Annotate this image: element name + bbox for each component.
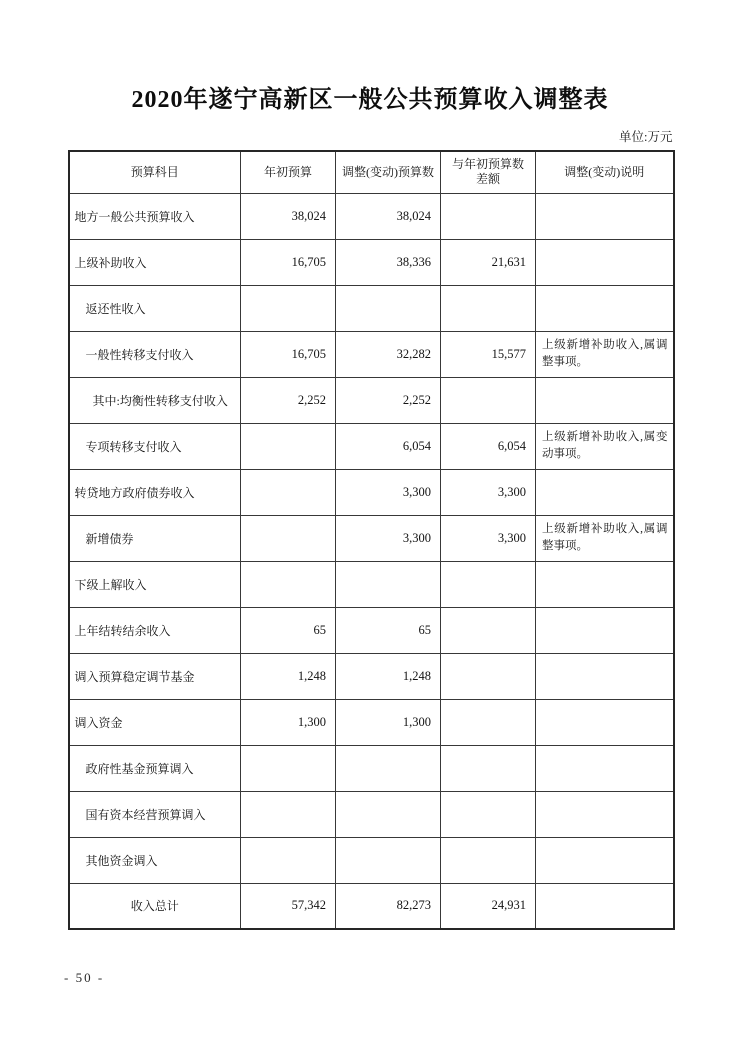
table-row <box>69 423 674 469</box>
table-row <box>69 837 674 883</box>
table-body <box>69 193 674 929</box>
table-header <box>69 151 674 193</box>
difference-value: 15,577 <box>441 331 536 377</box>
adjustment-note <box>536 883 674 929</box>
page-title: 2020年遂宁高新区一般公共预算收入调整表 <box>131 87 609 113</box>
adjustment-note <box>536 469 674 515</box>
table-row <box>69 699 674 745</box>
row-label: 专项转移支付收入 <box>69 423 241 469</box>
row-label: 上年结转结余收入 <box>69 607 241 653</box>
row-label: 一般性转移支付收入 <box>69 331 241 377</box>
difference-value: 24,931 <box>441 883 536 929</box>
adjusted-budget-value: 2,252 <box>336 377 441 423</box>
table-area <box>68 130 673 930</box>
initial-budget-value: 1,300 <box>241 699 336 745</box>
row-label: 返还性收入 <box>69 285 241 331</box>
col-header-difference <box>441 151 536 193</box>
adjusted-budget-value: 82,273 <box>336 883 441 929</box>
difference-value <box>441 285 536 331</box>
col-header-budget-subject: 预算科目 <box>69 151 241 193</box>
difference-value: 6,054 <box>441 423 536 469</box>
table-row <box>69 285 674 331</box>
col-header-initial-budget: 年初预算 <box>241 151 336 193</box>
table-row <box>69 745 674 791</box>
unit-note: 单位:万元 <box>619 130 673 144</box>
adjustment-note <box>536 837 674 883</box>
page-number: - 50 - <box>64 970 105 985</box>
row-label: 其他资金调入 <box>69 837 241 883</box>
difference-value: 3,300 <box>441 469 536 515</box>
adjusted-budget-value: 3,300 <box>336 469 441 515</box>
table-row <box>69 193 674 239</box>
difference-value <box>441 791 536 837</box>
row-label: 政府性基金预算调入 <box>69 745 241 791</box>
table-row <box>69 331 674 377</box>
adjusted-budget-value: 38,024 <box>336 193 441 239</box>
initial-budget-value <box>241 285 336 331</box>
row-label: 收入总计 <box>69 883 241 929</box>
adjustment-note <box>536 699 674 745</box>
adjusted-budget-value: 38,336 <box>336 239 441 285</box>
adjustment-note <box>536 193 674 239</box>
initial-budget-value <box>241 515 336 561</box>
adjustment-note <box>536 561 674 607</box>
adjustment-note <box>536 791 674 837</box>
table-row <box>69 469 674 515</box>
initial-budget-value <box>241 423 336 469</box>
adjustment-note <box>536 377 674 423</box>
adjusted-budget-value <box>336 791 441 837</box>
adjustment-note <box>536 607 674 653</box>
adjustment-note <box>536 653 674 699</box>
difference-value <box>441 837 536 883</box>
difference-value <box>441 377 536 423</box>
initial-budget-value: 16,705 <box>241 331 336 377</box>
adjustment-note <box>536 745 674 791</box>
table-header-row <box>69 151 674 193</box>
adjusted-budget-value <box>336 745 441 791</box>
table-row <box>69 653 674 699</box>
row-label: 上级补助收入 <box>69 239 241 285</box>
initial-budget-value: 1,248 <box>241 653 336 699</box>
row-label: 下级上解收入 <box>69 561 241 607</box>
row-label: 其中:均衡性转移支付收入 <box>69 377 241 423</box>
table-row <box>69 561 674 607</box>
adjusted-budget-value <box>336 285 441 331</box>
initial-budget-value: 2,252 <box>241 377 336 423</box>
row-label: 转贷地方政府债券收入 <box>69 469 241 515</box>
initial-budget-value: 38,024 <box>241 193 336 239</box>
adjusted-budget-value: 3,300 <box>336 515 441 561</box>
adjusted-budget-value: 6,054 <box>336 423 441 469</box>
initial-budget-value <box>241 837 336 883</box>
table-row <box>69 607 674 653</box>
adjusted-budget-value <box>336 561 441 607</box>
difference-value <box>441 607 536 653</box>
adjusted-budget-value: 65 <box>336 607 441 653</box>
row-label: 国有资本经营预算调入 <box>69 791 241 837</box>
row-label: 地方一般公共预算收入 <box>69 193 241 239</box>
initial-budget-value <box>241 745 336 791</box>
table-row <box>69 515 674 561</box>
adjustment-note <box>536 285 674 331</box>
col-header-difference-label: 与年初预算数差额 <box>451 157 524 187</box>
difference-value <box>441 745 536 791</box>
adjusted-budget-value: 1,300 <box>336 699 441 745</box>
initial-budget-value <box>241 469 336 515</box>
table-row <box>69 239 674 285</box>
adjusted-budget-value <box>336 837 441 883</box>
row-label: 调入资金 <box>69 699 241 745</box>
initial-budget-value: 16,705 <box>241 239 336 285</box>
difference-value: 21,631 <box>441 239 536 285</box>
adjusted-budget-value: 32,282 <box>336 331 441 377</box>
initial-budget-value: 57,342 <box>241 883 336 929</box>
difference-value <box>441 561 536 607</box>
adjustment-note: 上级新增补助收入,属变动事项。 <box>536 423 674 469</box>
difference-value <box>441 193 536 239</box>
difference-value: 3,300 <box>441 515 536 561</box>
adjusted-budget-value: 1,248 <box>336 653 441 699</box>
initial-budget-value <box>241 561 336 607</box>
col-header-adjusted-budget: 调整(变动)预算数 <box>336 151 441 193</box>
table-row <box>69 377 674 423</box>
difference-value <box>441 699 536 745</box>
initial-budget-value <box>241 791 336 837</box>
adjustment-note <box>536 239 674 285</box>
row-label: 调入预算稳定调节基金 <box>69 653 241 699</box>
col-header-adjustment-note: 调整(变动)说明 <box>536 151 674 193</box>
difference-value <box>441 653 536 699</box>
adjustment-note: 上级新增补助收入,属调整事项。 <box>536 515 674 561</box>
table-row <box>69 791 674 837</box>
adjustment-note: 上级新增补助收入,属调整事项。 <box>536 331 674 377</box>
budget-revenue-table <box>68 150 675 930</box>
row-label: 新增债券 <box>69 515 241 561</box>
initial-budget-value: 65 <box>241 607 336 653</box>
table-row <box>69 883 674 929</box>
